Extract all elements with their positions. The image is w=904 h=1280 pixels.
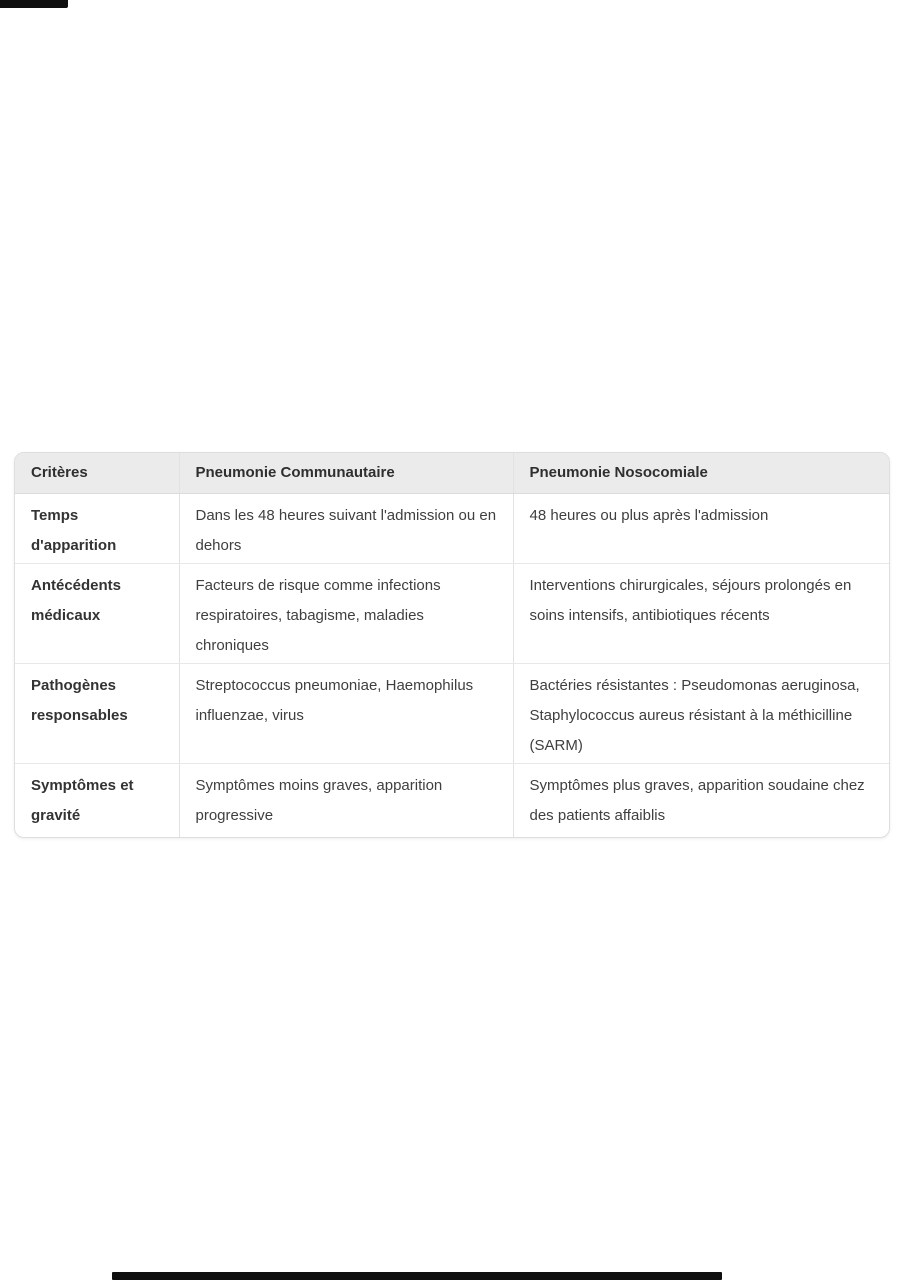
criterion-cell: Antécédents médicaux [15,564,179,664]
nosocomiale-cell: Interventions chirurgicales, séjours prolongés en soins intensifs, antibiotiques récents [513,564,889,664]
nosocomiale-cell: Symptômes plus graves, apparition soudaine chez des patients affaiblis [513,764,889,838]
column-header-pneumonie-communautaire: Pneumonie Communautaire [179,453,513,494]
criterion-cell: Pathogènes responsables [15,664,179,764]
criterion-cell: Temps d'apparition [15,494,179,564]
comparison-table-card [14,452,890,838]
column-header-criteres: Critères [15,453,179,494]
scan-artifact-bottom-bar [112,1272,722,1280]
pneumonia-comparison-table [15,453,889,837]
communautaire-cell: Streptococcus pneumoniae, Haemophilus influenzae, virus [179,664,513,764]
table-row-symptomes-gravite [15,764,889,838]
communautaire-cell: Facteurs de risque comme infections respiratoires, tabagisme, maladies chroniques [179,564,513,664]
nosocomiale-cell: Bactéries résistantes : Pseudomonas aeruginosa, Staphylococcus aureus résistant à la méthicilline (SARM) [513,664,889,764]
nosocomiale-cell: 48 heures ou plus après l'admission [513,494,889,564]
table-row-antecedents-medicaux [15,564,889,664]
table-header-row [15,453,889,494]
column-header-pneumonie-nosocomiale: Pneumonie Nosocomiale [513,453,889,494]
criterion-cell: Symptômes et gravité [31,777,134,824]
table-row-pathogenes-responsables [15,664,889,764]
communautaire-cell: Dans les 48 heures suivant l'admission ou en dehors [179,494,513,564]
table-row-temps-apparition [15,494,889,564]
scan-artifact-top-left [0,0,68,8]
communautaire-cell: Symptômes moins graves, apparition progressive [179,764,513,838]
